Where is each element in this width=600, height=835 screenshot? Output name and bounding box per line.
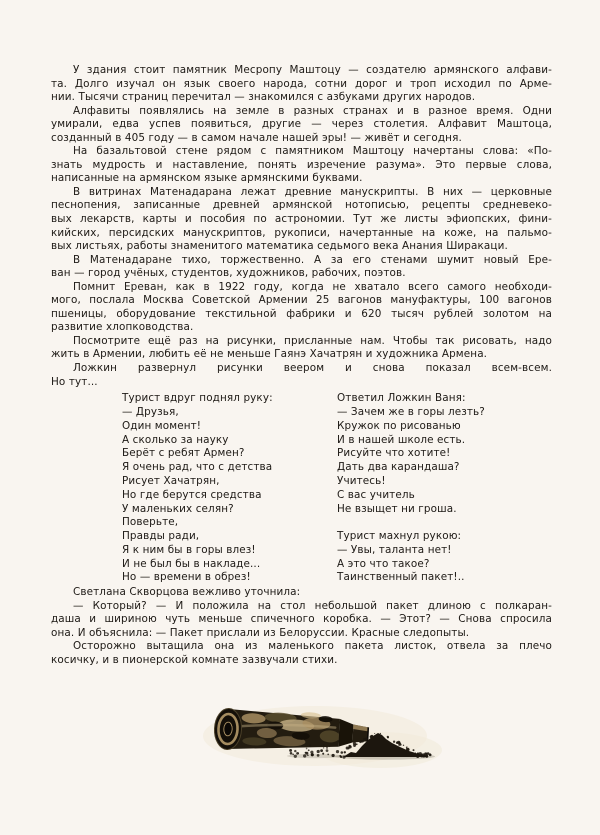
verse-line: — Увы, таланта нет! [337, 543, 452, 556]
text-line: пшеницы, оборудование текстильной фабрики и 620 тысяч рублей золотом на [51, 307, 552, 320]
paragraph [51, 281, 552, 335]
page-content [51, 64, 552, 668]
text-line: Помнит Ереван, как в 1922 году, когда не хватало всего самого необходи- [73, 280, 552, 293]
verse-line: Но — времени в обрез! [122, 571, 251, 584]
case-primer [223, 722, 232, 736]
text-line: та. Долго изучал он язык своего народа, сотни дорог и троп исходил по Арме- [51, 77, 552, 90]
verse-line: А это что такое? [337, 557, 430, 570]
paragraph [51, 254, 552, 281]
prose-bottom [51, 586, 552, 667]
verse-line: Рисуйте что хотите! [337, 447, 451, 460]
text-line: У здания стоит памятник Месропу Маштоцу — создателю армянского алфави- [73, 64, 552, 76]
paragraph [51, 362, 552, 389]
verse-line: — Друзья, [122, 405, 179, 418]
text-line: На базальтовой стене рядом с памятником Маштоцу начертаны слова: «По- [73, 145, 552, 158]
text-line: даша и шириною чуть меньше спичечного коробка. — Этот? — Снова спросила [51, 613, 552, 626]
verse-line: И не был бы в накладе... [122, 557, 261, 570]
text-line: В Матенадаране тихо, торжественно. А за его стенами шумит новый Ере- [73, 253, 552, 266]
cartridge-illustration-svg [195, 688, 445, 790]
verse-blank-line [337, 516, 552, 530]
text-line: косичку, и в пионерской комнате зазвучали стихи. [51, 654, 338, 667]
text-line: вых листьях, работы знаменитого математика седьмого века Анания Ширакаци. [51, 240, 508, 253]
paragraph [51, 105, 552, 146]
verse-line: Турист махнул рукою: [337, 530, 462, 543]
text-line: Светлана Скворцова вежливо уточнила: [73, 586, 301, 599]
text-line: умирали, едва успев появиться, другие — через столетия. Алфавит Маштоца, [51, 118, 552, 131]
text-line: написанные на армянском языке армянскими буквами. [51, 172, 363, 185]
paragraph [51, 64, 552, 105]
verse-line: А сколько за науку [122, 433, 229, 446]
verse-line: И в нашей школе есть. [337, 433, 466, 446]
verse-line: Дать два карандаша? [337, 461, 460, 474]
verse-line: — Зачем же в горы лезть? [337, 405, 485, 418]
paragraph [51, 640, 552, 667]
verse-line: Поверьте, [122, 516, 179, 529]
text-line: — Который? — И положила на стол небольшой пакет длиною с полкаран- [73, 599, 552, 612]
text-line: созданный в 405 году — в самом начале нашей эры! — живёт и сегодня. [51, 131, 462, 144]
text-line: Но тут... [51, 375, 98, 388]
text-line: она. И объяснила: — Пакет прислали из Белоруссии. Красные следопыты. [51, 626, 470, 639]
cartridge-and-gunpowder-illustration [195, 688, 445, 790]
verse-line: Я очень рад, что с детства [122, 461, 273, 474]
verse-line: Я к ним бы в горы влез! [122, 543, 256, 556]
text-line: Ложкин развернул рисунки веером и снова показал всем-всем. [73, 362, 552, 375]
text-line: Алфавиты появлялись на земле в разных странах и в разное время. Одни [73, 104, 552, 117]
verse-line: Учитесь! [337, 474, 386, 487]
text-line: ван — город учёных, студентов, художников, рабочих, поэтов. [51, 267, 406, 280]
verse-line: Один момент! [122, 419, 202, 432]
verse-line: Рисует Хачатрян, [122, 474, 220, 487]
verse-line: Но где берутся средства [122, 488, 262, 501]
verse-line: Кружок по рисованью [337, 419, 461, 432]
text-line: Осторожно вытащила она из маленького пакета листок, отвела за плечо [73, 640, 552, 653]
verse-line: Не взыщет ни гроша. [337, 502, 457, 515]
paragraph [51, 600, 552, 641]
verse-line: Берёт с ребят Армен? [122, 447, 245, 460]
verse-line: Турист вдруг поднял руку: [122, 392, 273, 405]
paragraph [51, 186, 552, 254]
text-line: нии. Тысячи страниц перечитал — знакомился с азбуками других народов. [51, 91, 476, 104]
text-line: развитие хлопководства. [51, 321, 194, 334]
text-line: мого, послала Москва Советской Армении 25 вагонов мануфактуры, 100 вагонов [51, 294, 552, 307]
verse-column-lozhkin [337, 392, 552, 585]
verse-line: Правды ради, [122, 530, 200, 543]
text-line: кийских, персидских манускриптов, рукописи, начертанные на коже, на пальмо- [51, 226, 552, 239]
verse-line: У маленьких селян? [122, 502, 234, 515]
verse-line: С вас учитель [337, 488, 415, 501]
text-line: песнопения, записанные древней армянской нотописью, рецепты средневеко- [51, 199, 552, 212]
text-line: В витринах Матенадарана лежат древние манускрипты. В них — церковные [73, 185, 552, 198]
paragraph [51, 145, 552, 186]
verse-dialogue [51, 392, 552, 585]
paragraph [51, 335, 552, 362]
text-line: вых лекарств, карты и пособия по астрономии. Тут же листы эфиопских, фини- [51, 213, 552, 226]
text-line: Посмотрите ещё раз на рисунки, присланные нам. Чтобы так рисовать, надо [73, 334, 552, 347]
verse-line: Таинственный пакет!.. [337, 571, 465, 584]
text-line: знать мудрость и наставление, понять изречение разума». Это первые слова, [51, 158, 552, 171]
text-line: жить в Армении, любить её не меньше Гаянэ Хачатрян и художника Армена. [51, 348, 488, 361]
verse-line: Ответил Ложкин Ваня: [337, 392, 466, 405]
paragraph [51, 586, 552, 600]
prose-top [51, 64, 552, 389]
verse-column-tourist [122, 392, 337, 585]
